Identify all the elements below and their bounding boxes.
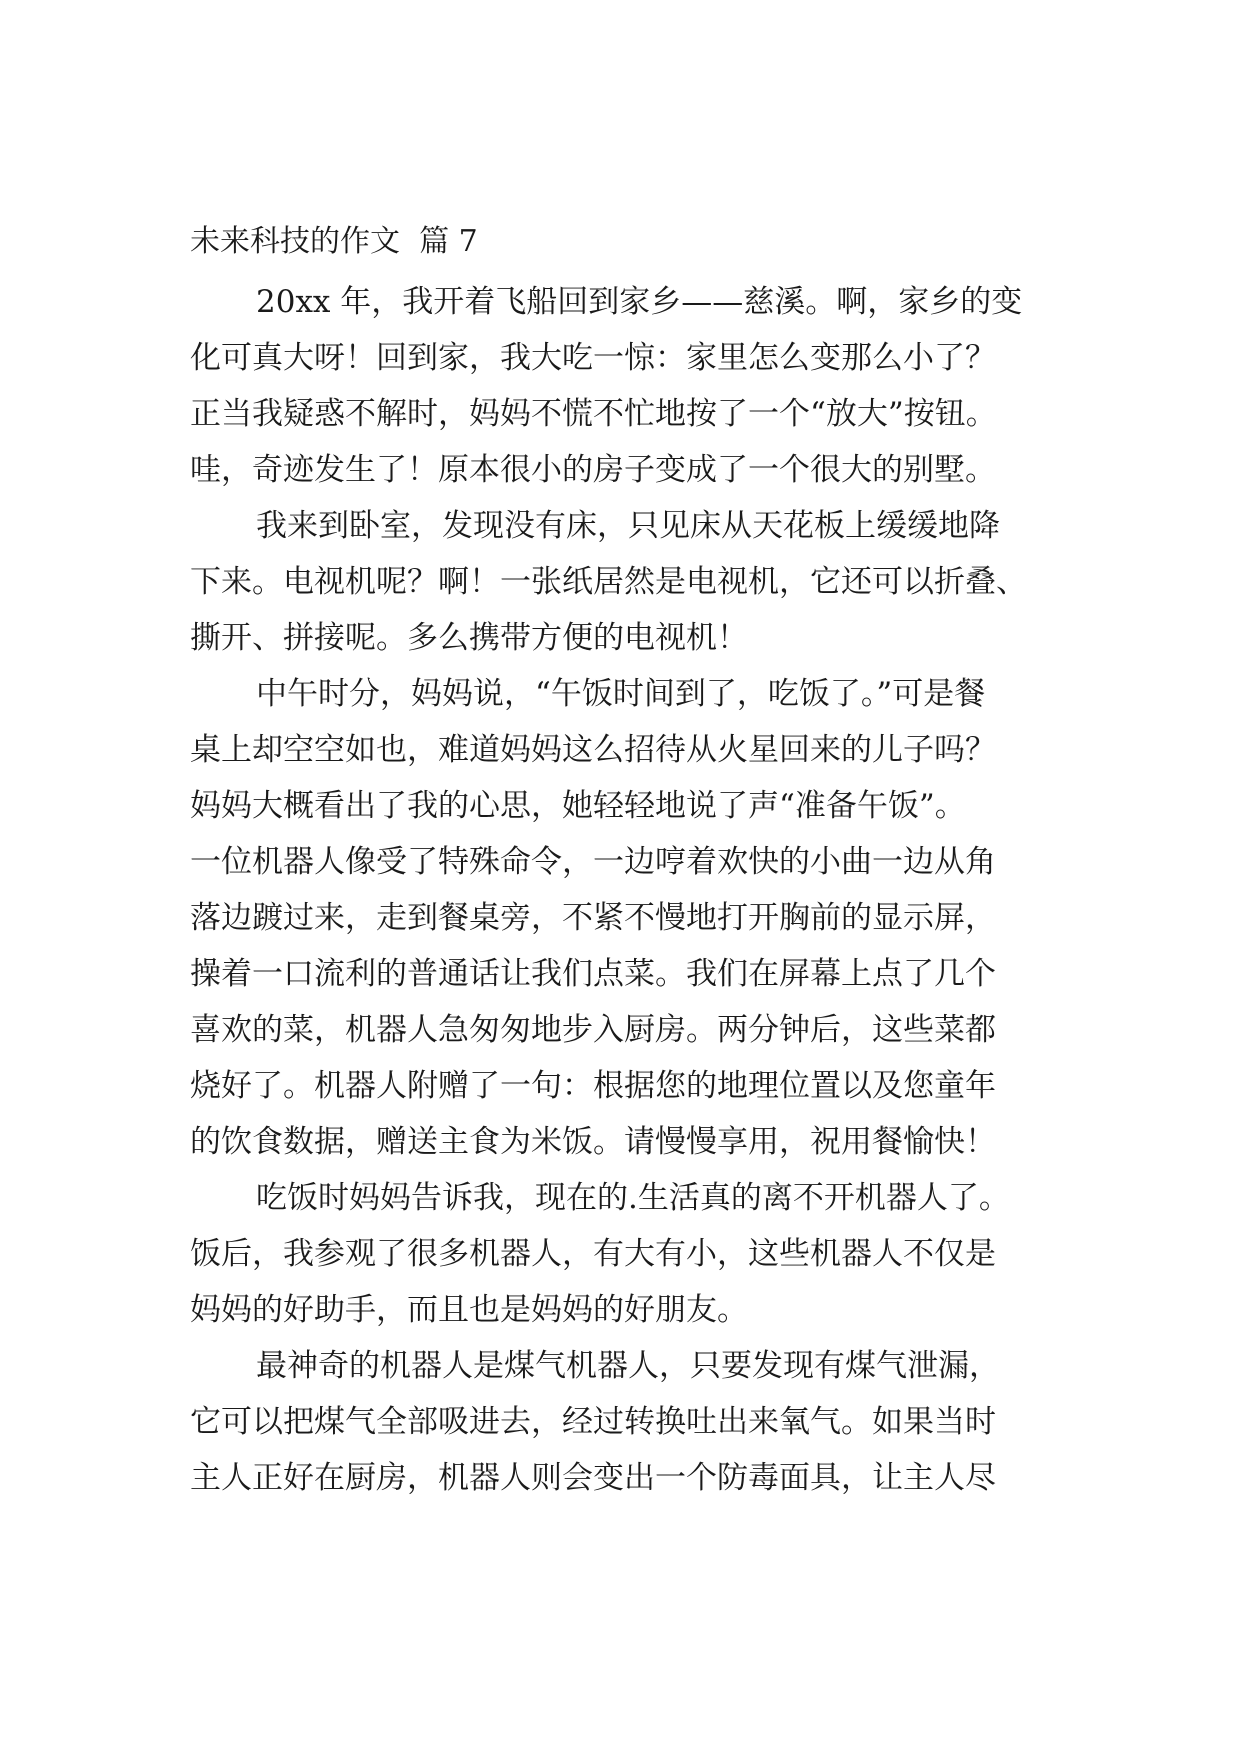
paragraph-line: 它可以把煤气全部吸进去，经过转换吐出来氧气。如果当时: [190, 1404, 996, 1440]
paragraph-line: 哇，奇迹发生了！原本很小的房子变成了一个很大的别墅。: [190, 452, 996, 488]
paragraph-line: 主人正好在厨房，机器人则会变出一个防毒面具，让主人尽: [190, 1460, 996, 1496]
paragraph-line: 正当我疑惑不解时，妈妈不慌不忙地按了一个“放大”按钮。: [190, 396, 997, 432]
paragraph-line: 妈妈大概看出了我的心思，她轻轻地说了声“准备午饭”。: [190, 788, 966, 824]
paragraph-line: 操着一口流利的普通话让我们点菜。我们在屏幕上点了几个: [190, 956, 996, 992]
paragraph-line: 饭后，我参观了很多机器人，有大有小，这些机器人不仅是: [190, 1236, 996, 1272]
paragraph-line: 下来。电视机呢？啊！一张纸居然是电视机，它还可以折叠、: [190, 564, 1027, 600]
paragraph-line: 最神奇的机器人是煤气机器人，只要发现有煤气泄漏，: [256, 1348, 1000, 1384]
document-title: 未来科技的作文 篇 7: [190, 224, 478, 259]
paragraph-line: 烧好了。机器人附赠了一句：根据您的地理位置以及您童年: [190, 1068, 996, 1104]
paragraph-line: 桌上却空空如也，难道妈妈这么招待从火星回来的儿子吗？: [190, 732, 996, 768]
paragraph-line: 撕开、拼接呢。多么携带方便的电视机！: [190, 620, 748, 656]
paragraph-line: 落边踱过来，走到餐桌旁，不紧不慢地打开胸前的显示屏，: [190, 900, 996, 936]
paragraph-line: 妈妈的好助手，而且也是妈妈的好朋友。: [190, 1292, 748, 1328]
paragraph-line: 喜欢的菜，机器人急匆匆地步入厨房。两分钟后，这些菜都: [190, 1012, 996, 1048]
paragraph-line: 20xx 年，我开着飞船回到家乡——慈溪。啊，家乡的变: [256, 284, 1023, 320]
paragraph-line: 吃饭时妈妈告诉我，现在的.生活真的离不开机器人了。: [256, 1180, 1010, 1216]
paragraph-line: 中午时分，妈妈说，“午饭时间到了，吃饭了。”可是餐: [256, 676, 986, 712]
paragraph-line: 一位机器人像受了特殊命令，一边哼着欢快的小曲一边从角: [190, 844, 996, 880]
paragraph-line: 我来到卧室，发现没有床，只见床从天花板上缓缓地降: [256, 508, 1000, 544]
paragraph-line: 化可真大呀！回到家，我大吃一惊：家里怎么变那么小了？: [190, 340, 996, 376]
paragraph-line: 的饮食数据，赠送主食为米饭。请慢慢享用，祝用餐愉快！: [190, 1124, 996, 1160]
